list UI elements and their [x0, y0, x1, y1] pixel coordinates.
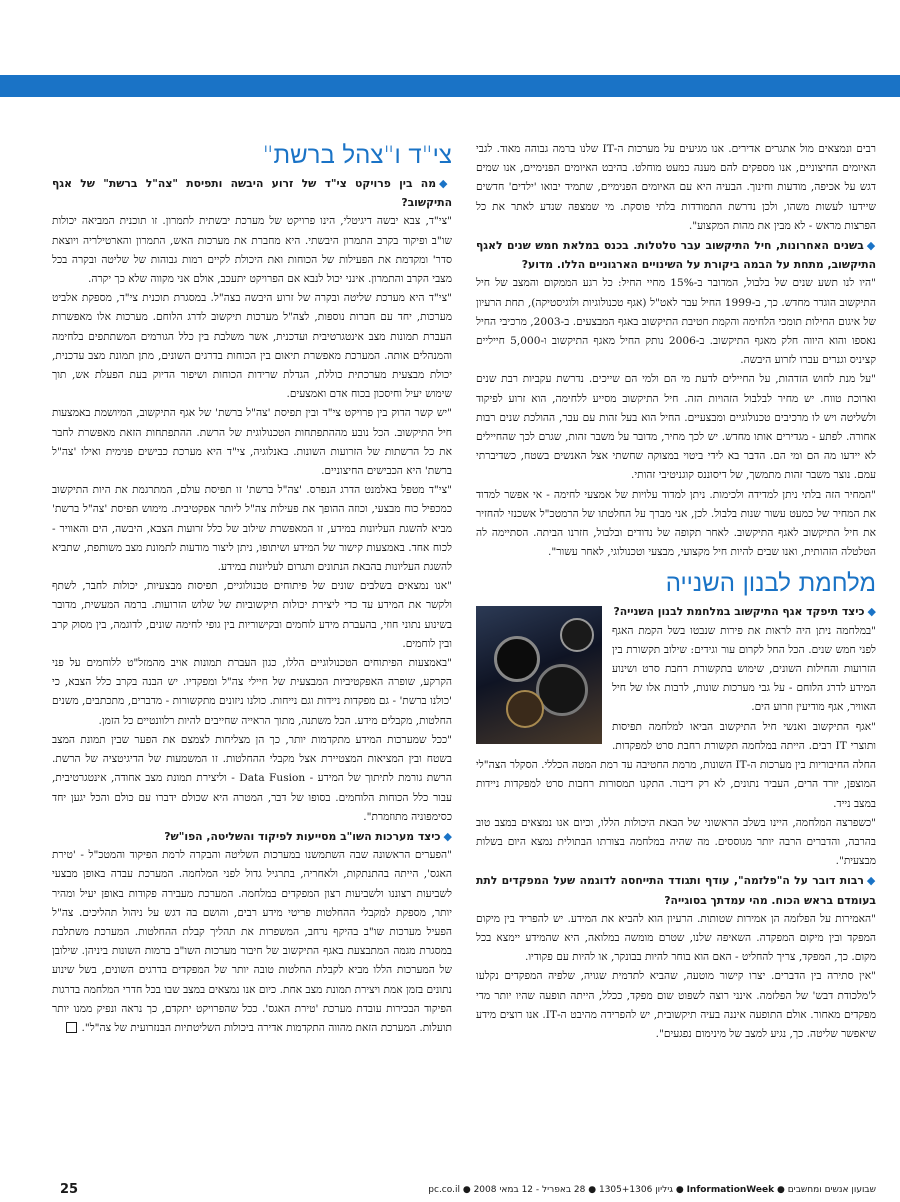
paragraph: "האמירות על הפלזמה הן אמירות שטותות. הרעיון הוא להביא את המידע. יש להפריד בין מיקום המפקד ובין מיקום המפקדה. השאיפה שלנו, שטרם מומשה במלואה, היא שהמידע יימצא בכל מקום. כך, המפקד, צריך להחליט - האם הוא בוחר להיות בבונקר, או להיות עם פקודיו. — [476, 912, 876, 964]
photo-wrap-area — [476, 602, 876, 813]
paragraph: "כשפרצה המלחמה, היינו בשלב הראשוני של הבאת היכולות הללו, וכיום אנו נמצאים במצב טוב בהרבה, והדברים הרבה יותר מגוססים. מה שהיה במלחמה בצורתו הבתולית נמצא היום בשלות מבצעית". — [476, 816, 876, 868]
question: ◆בשנים האחרונות, חיל התיקשוב עבר טלטלות. בכנס במלאת חמש שנים לאגף התיקשוב, מתחת על הבמה ביקורת על השינויים הארגוניים הללו. מדוע? — [476, 239, 876, 272]
paragraph: "צי"ד, צבא יבשה דיגיטלי, הינו פרויקט של מערכת יבשתית לתמרון. זו תוכנית המביאה יכולות שו"ב ופיקוד בקרב התמרון היבשתי. היא מחברת את מערכות האש, התמרון והארטילריה ויוצאת סדר' ומקדמת את הפעילות של הכוחות ואת היכולת לקיים רמות גבוהות של שליטה ובקרה בכל מצבי הקרב והתמרון. אינני יכול לנבא אם הפרויקט יתעכב, אולם אני מקווה שלא כך יקרה. — [52, 215, 452, 286]
right-column — [476, 140, 876, 1044]
brand-name: InformationWeek — [686, 1184, 775, 1195]
paragraph: "אגף התיקשוב ואנשי חיל התיקשוב הביאו למלחמה תפיסות ותוצרי IT רבים. הייתה במלחמה תקשורת רחבת סרט למפקדות. החלה החיבוריות בין מערכות ה-IT השונות, מרמת החטיבה עד רמת המטה הכללי. הסקלר הצה"לי המוצפן, יורד הרים, העביר נתונים, לא רק דיבור. התקנו תמסורות רחבות סרט למפקדות ניידות במצב נייד. — [476, 720, 877, 810]
blue-diamond-icon: ◆ — [866, 874, 876, 888]
paragraph: רבים ונמצאים מול אתגרים אדירים. אנו מגיעים על מערכות ה-IT שלנו ברמה גבוהה מאוד. לגבי האיומים החיצוניים, אנו מספקים להם מענה כמעט מוחלט. בהיבט האיומים הפנימיים, אנו שמים דגש על אכיפה, מודעות וחינוך. הבעיה היא עם האיומים הפנימיים, שתמיד יבואו 'ילדים' חדשים שיידעו לעשות משהו, ולכן נדרשת התמודדות בלתי פוסקת. מי שמצפה שנדע לאתר את כל הפרצות מראש - לא מבין את מהות המקצוע". — [476, 143, 876, 232]
issue-dates: 28 באפריל - 12 במאי 2008 — [473, 1184, 586, 1195]
paragraph: "יש קשר הדוק בין פרויקט צי"ד ובין תפיסת 'צה"ל ברשת' של אגף התיקשוב, המיושמת באמצעות חיל התיקשוב. הכל נובע מההתפתחות הטכנולוגית של הרשת. ההתפתחות הזאת מאפשרת לחבר את כל הרשתות של הזרועות השונות. באנלוגיה, צי"ד היא מערכת כבישים פנימית ואילו 'צה"ל ברשת' היא הכבישים החיצוניים. — [52, 407, 452, 478]
section-title: צי"ד ו"צהל ברשת" — [262, 141, 452, 169]
blue-diamond-icon: ◆ — [866, 239, 876, 253]
question: ◆מה בין פרויקט צי"ד של זרוע היבשה ותפיסת "צה"ל ברשת" של אגף התיקשוב? — [52, 177, 452, 210]
separator: ● — [776, 1184, 785, 1195]
publication-name: שבועון אנשים ומחשבים — [787, 1184, 876, 1195]
left-column — [52, 140, 452, 1038]
paragraph: "אין סתירה בין הדברים. יצרו קישור מוטעה, שהביא לתדמית שגויה, שלפיה המפקדים נקלעו ל'מלכודת דבש' של הפלזמה. אינני רוצה לשפוט שום מפקד, ככלל, הייתה תופעה שהיו יותר מדי מפקדים מאחור. אולם התופעה איננה בעיה תיקשובית, יש להפרידה מהיבט ה-IT. אנו רוצים מידע שיאפשר שליטה. כך, נגיע למצב של מינימום נפגעים". — [476, 970, 877, 1040]
blue-diamond-icon: ◆ — [439, 177, 452, 190]
paragraph: "אנו נמצאים בשלבים שונים של פיתוחים טכנולוגיים, תפיסות מבצעיות, יכולות לחבר, לשתף ולקשר את המידע עד כדי ליצירת יכולות תיקשוביות של שלוש הזרועות. ברמה המעשית, מדובר בשינוע נתוני חוזי, בהעברת מידע לוחמים ובקישוריות בין גופי לחימה שונים, לדוגמה, בין מסוק קרב ובין לוחמים. — [52, 580, 452, 650]
end-square-icon — [66, 1022, 77, 1033]
separator: ● — [675, 1184, 684, 1195]
separator: ● — [588, 1184, 597, 1195]
paragraph: "ככל שמערכות המידע מתקדמות יותר, כך הן מצליחות לצמצם את הפער שבין תמונת המצב בשטח ובין המציאות המצטיירת אצל מקבלי ההחלטות. זו המשמעות של הדיגיטציה של הרשת. הרשת גורמת לתיתוך של המידע - Data Fusion - וליצירת תמונת מצב אחודה, אינטגרטיבית, עבור כלל הכוחות הלוחמים. בסופו של דבר, המטרה היא שכולם ידברו עם כולם והכל יגען יחד כסימפוניה מתוזמרת". — [52, 733, 452, 823]
page-number: 25 — [60, 1182, 79, 1197]
paragraph: "במלחמה ניתן היה לראות את פירות שנבטו בשל הקמת האגף לפני חמש שנים. הכל החל לקרום עור וגידים: שילוב תקשורת בין הזרועות והחילות השונים, שימוש בתקשורת רחבת סרט ושינוע המידע לדרג הלוחם - על גבי מערכות שונות, לרבות אלו של חיל האוויר, אגף מודיעין וזרוע הים. — [612, 624, 876, 714]
paragraph: "היו לנו תשע שנים של בלבול, המדובר ב-15% מחיי החיל: כל רגע הממקום והמצב של חיל התיקשוב הוגדר מחדש. כך, ב-1999 החיל עבר לאט"ל (אגף טכנולוגיות ולוגיסטיקה), תחת הרעיון של איגום החילות תומכי הלחימה והקמת חטיבת התיקשוב באגף המבצעים. ב-2003, מרכיבי החיל נאספו והוא היווה חלק מאגף התיקשוב. ב-2006 נותק החיל מאגף התיקשוב ו-5,000 חייליים קציניס וגנרים עברו לזרוע היבשה. — [476, 277, 876, 367]
question: ◆כיצד מערכות השו"ב מסייעות לפיקוד והשליטה, הפו"ש? — [164, 829, 452, 843]
blue-diamond-icon: ◆ — [443, 829, 452, 843]
paragraph: "צי"ד היא מערכת שליטה ובקרה של זרוע היבשה בצה"ל. במסגרת תוכנית צי"ד, מספקת אלביט מערכות, יחד עם חברות נוספות, לצה"ל מערכות תיקשוב לדרג הלוחם. מערכות אלו מאפשרות העברת תמונות מצב אינטגרטיבית ועדכנית, אשר משלבת בין כלל הגורמים המשתתפים בלחימה והמנהלים אותה. המערכת מאפשרת תיאום בין הכוחות בדרגים השונים, מתן תמונת מצב עדכנית, יכולת מבצעית מערכתית כוללת, הגדלת שרידות הכוחות ושיפור הדיוק בעת הפעלת אש, תוך שימוש יעיל וחיסכון בכוח אדם ואמצעים. — [52, 292, 452, 401]
section-title: מלחמת לבנון השנייה — [665, 569, 876, 598]
question: ◆כיצד תיפקד אגף התיקשוב במלחמת לבנון השנייה? — [613, 605, 876, 619]
top-color-bar — [0, 75, 900, 97]
paragraph: "צי"ד מטפל באלמנט הדרג הנפרס. 'צה"ל ברשת' זו תפיסת עולם, המתרגמת את היות התיקשוב כמכפיל כוח מבצעי, וכוזה ההופך את פעילות צה"ל ליותר אפקטיבית. מימוש תפיסת 'צה"ל ברשת' מביא להשגת העליונות במידע, זו המאפשרת שילוב של כלל זרועות הצבא, היבשה, הים והאוויר - לכוח אחד. באמצעות קישור של המידע ושיתופו, ניתן ליצור מודעות לתמונת מצב משותפת, שתביא להשגת העליונות בהבאת הנתונים ותגרום לעליונות במידע. — [52, 484, 452, 574]
blue-diamond-icon: ◆ — [867, 605, 876, 619]
page-footer — [60, 1182, 876, 1197]
paragraph: "הפערים הראשונה שבה השתמשנו במערכות השליטה והבקרה לרמת הפיקוד והמטכ"ל - 'טירת האגס', הייתה בהתנתקות, ולאחריה, בתרגיל גדול לפני המלחמה. המערכת עבדה באופן מבצעי לשביעות רצוננו ולשביעות רצון המפקדים במלחמה. המערכת מעבירה פקודות באופן יעיל ומהיר יותר, מספקת למקבלי ההחלטות פריטי מידע רבים, והושם בה דגש על ניהול תהליכים. צה"ל הפעיל מערכות שו"ב בהיקף נרחב, המשפרות את תהליך קבלת ההחלטות. המערכת משתלבת במסגרת מגמה המתבצעת באגף התיקשוב של חיבור מערכות השו"ב ברמות השונות ביניהן. שילובן של המערכות הללו מביא לקבלת החלטות טובה יותר של המפקדים בדרגים השונים, בשל שינוע נתונים בזמן אמת ויצירת תמונת מצב אחת. כיום אנו נמצאים במצב שבו בכל חדרי המלחמה בדרגות הפיקוד הבכירות עובדת מערכת 'טירת האגס'. ככל שהפרויקט יתקדם, כך נראה ונפיק ממנו יותר תועלות. המערכת הזאת מהווה התקדמות אדירה ביכולות השליטתיות הבנזרועית של צה"ל". — [52, 849, 452, 1034]
microphones-photo — [476, 606, 602, 744]
question: ◆רבות דובר על ה"פלזמה", עודף ותגודד התייחסה לדוגמה שעל המפקדים לתת בעומדם בראש הכוח. מהי עמדתך בסוגייה? — [476, 874, 876, 907]
separator: ● — [462, 1184, 471, 1195]
footer-meta — [428, 1185, 876, 1195]
paragraph: "המחיר הזה בלתי ניתן למדידה ולכימות. ניתן למדוד עלויות של אמצעי לחימה - אי אפשר למדוד את המחיר של כמעט עשור שנות בלבול. לכן, אני מברך על החלטתו של הרמטכ"ל אשכנזי להחזיר את חיל התיקשוב לאגף התיקשוב. לאחר תקופה של נדודים ובלבול, חזרנו הביתה. הסתיימה לה הטלטלה הזהותית, ואנו שבים להיות חיל מקצועי, מבצעי וטכנולוגי, לאחר עשור". — [476, 488, 876, 559]
issue-number: גיליון 1305+1306 — [598, 1184, 673, 1195]
paragraph: "על מנת לחוש הזדהות, על החיילים לדעת מי הם ולמי הם שייכים. נדרשת עקביות רבת שנים וארוכת טווח. יש מחיר לבלבול הזהויות הזה. חיל התיקשוב מסייע ללחימה, הוא זרוע לפיקוד ולשליטה ויש לו מרכיבים טכנולוגיים ומבצעיים. החיל הוא בעל זהות עם עבר, ההולכת שנים רבות אחורה. לפתע - מגדירים אותו מחדש. יש לכך מחיר, מדובר על משבר זהות, שגרם לכך שהחיילים לא יידעו מה הם ומי הם. הדבר בא לידי ביטוי במצוקה שחשתי אצל האנשים בשטח, כשדיברתי עמם. נוצר משבר זהות מתמשך, של דיסוננס קוגניטיבי זהותי. — [476, 373, 876, 482]
paragraph: "באמצעות הפיתוחים הטכנולוגיים הללו, כגון העברת תמונות אויב מהמזל"ט ללוחמים על פני הקרקע, שופרה האפקטיביות המבצעית של חיילי צה"ל ומפקדיו. יש הבנה בקרב כלל הצבא, כי 'כולנו ברשת' - גם מפקדות ניידות וגם נייחות. כולנו ניזונים מתקשורות - מדברים, מתכתבים, משנים החלטות, מקבלים מידע. הכל משתנה, מתוך הראייה שחייבים להיות רלוונטיים כל הזמן. — [52, 657, 452, 727]
website: pc.co.il — [428, 1184, 460, 1195]
